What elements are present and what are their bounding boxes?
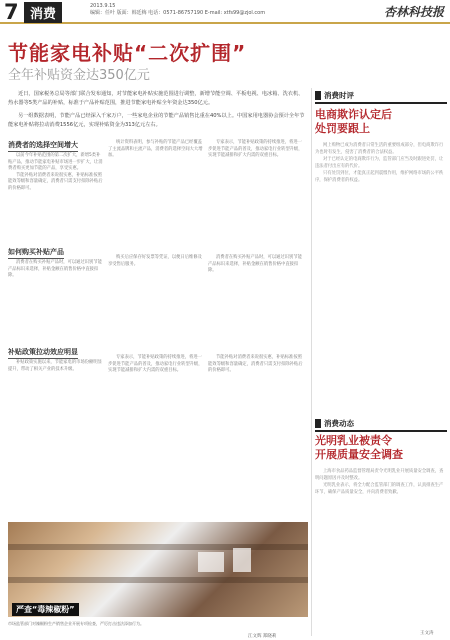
section-title: 消费者的选择空间增大 <box>8 140 78 152</box>
page-header <box>0 0 450 24</box>
lead-paragraphs <box>8 90 306 134</box>
right-section-label: 消费时评 <box>324 91 354 100</box>
opinion-title: 电商欺诈认定后 处罚要跟上 <box>315 108 392 135</box>
news-title: 光明乳业被责令 开展质量安全调查 <box>315 434 403 461</box>
section-body: 节能补贴对消费者来说很实惠，补贴标准按照能效等级和容量确定，消费者只需支付扣除补贴后的价格即可。 <box>208 355 303 373</box>
section-body: 消费者在购买补贴产品时，可以通过识别节能产品标识来选择，补贴金额在销售价格中直接扣除。 <box>8 260 102 278</box>
section-marker-icon <box>315 419 321 428</box>
main-subheadline: 全年补贴资金达350亿元 <box>8 68 150 83</box>
right-section-header <box>315 90 447 104</box>
article-author: 江文辉 郑晓莉 <box>248 634 277 639</box>
page-number: 7 <box>4 0 19 24</box>
lead-paragraph: 近日，国家税务总局等部门联合发布通知，对节能家电补贴实施范围进行调整，新增节能空调、平板电视、电冰箱、洗衣机、热水器等5类产品的补贴，标准于产品补贴范围，推进节能家电补贴全年资金达350亿元。 <box>8 91 304 106</box>
column-divider <box>311 88 312 636</box>
section-body: 购买后应保存好发票等凭证，以便日后维修及享受售后服务。 <box>108 255 202 267</box>
section-body: 以前今年补贴范围的第二次扩大，新增5类补贴产品，推动节能家电补贴市场进一步扩大，让消费者购买更加节能的产品，享受实惠。 节能补贴对消费者来说很实惠，补贴标准按照能效等级和容量确定，消费者只需支付扣除补贴后的价格即可。 <box>8 153 103 191</box>
section-body: 专家表示，节能补贴政策的持续推进，将进一步促进节能产品的普及，推动家电行业转型升级，实现节能减排和扩大内需的双重目标。 <box>208 140 303 158</box>
opinion-body: 网上购物已成为消费者日常生活的重要组成部分，但电商欺诈行为也时有发生，侵害了消费者的合法权益。 对于已经认定的电商欺诈行为，监管部门应当及时跟进处罚，让违法者付出应有的代价。 只有处罚到位，才能真正起到震慑作用，维护网络市场的公平秩序，保护消费者的权益。 <box>315 143 444 183</box>
lead-paragraph: 另一组数据表明，节能产品已经深入千家万户，一些家电企业的节能产品销售比重在40%以上。中国家用电器协会预计全年节能家电补贴将拉动消费1556亿元，实现补贴资金为313亿元左右。 <box>8 113 305 128</box>
section-body: 统计资料表明，参与补贴的节能产品已经覆盖了主流品牌和主流产品，消费者的选择空间大大增加。 <box>108 140 203 158</box>
section-title: 如何购买补贴产品 <box>8 247 64 259</box>
photo-caption: 严查“毒辣椒粉” <box>12 603 79 616</box>
news-body: 上海市食品药品监督管理局责令光明乳业开展质量安全调查，查明问题原因并及时整改。 光明乳业表示，将全力配合监管部门的调查工作，认真排查生产环节，确保产品质量安全，并向消费者致歉。 <box>315 469 444 495</box>
editor-contact: 编辑：任叶 版面：韩廷梅 电话：0571-86757190 E-mail: xtfs99@zjol.com <box>90 10 266 16</box>
right-section-label: 消费动态 <box>324 419 354 428</box>
section-body: 专家表示，节能补贴政策的持续推进，将进一步促进节能产品的普及，推动家电行业转型升级，实现节能减排和扩大内需的双重目标。 <box>108 355 203 373</box>
section-title: 补贴政策拉动效应明显 <box>8 347 78 359</box>
header-info <box>90 3 265 17</box>
main-headline: 节能家电补贴“二次扩围” <box>8 41 247 65</box>
section-body: 补贴政策实施以来，节能家电的市场份额明显提升，带动了相关产业的技术升级。 <box>8 360 102 372</box>
section-marker-icon <box>315 91 321 100</box>
right-section-header <box>315 418 447 432</box>
photo-note: 市场监管部门对辣椒粉生产销售企业开展专项检查，严厉打击违法添加行为。 <box>8 621 144 626</box>
section-label: 消费 <box>24 2 62 23</box>
issue-date: 2013.9.15 <box>90 3 116 9</box>
newspaper-masthead: 杏林科技报 <box>383 5 444 19</box>
news-author: 王文涛 <box>420 631 434 636</box>
section-body: 消费者在购买补贴产品时，可以通过识别节能产品标识来选择，补贴金额在销售价格中直接扣除。 <box>208 255 302 273</box>
